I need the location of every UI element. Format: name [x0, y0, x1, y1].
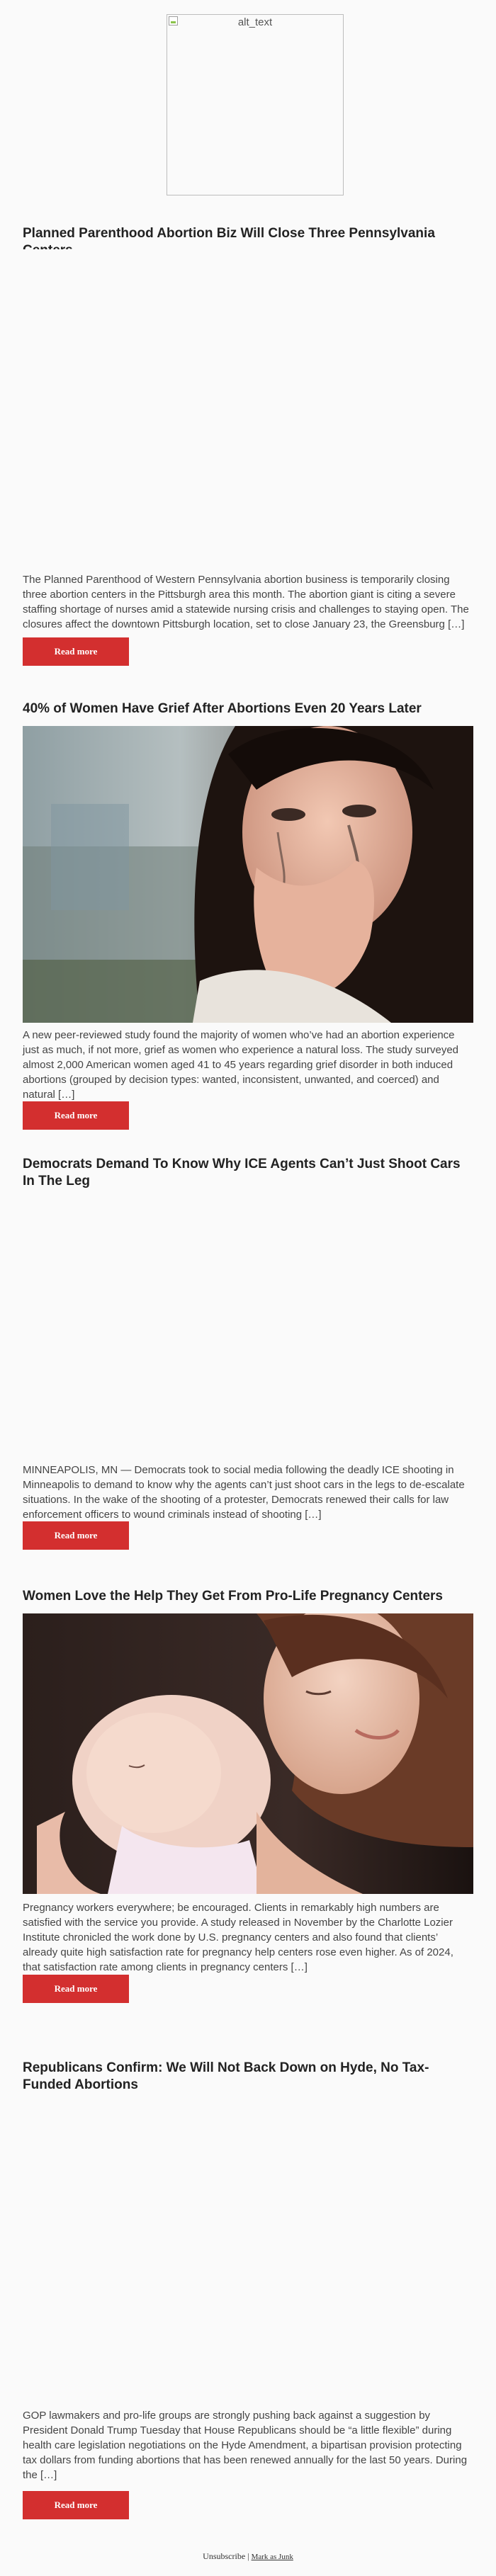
email-footer — [0, 2551, 496, 2562]
grieving-woman-photo — [23, 726, 473, 1023]
article-image — [23, 2101, 473, 2334]
header-logo — [167, 14, 344, 195]
article-excerpt: Pregnancy workers everywhere; be encouraged. Clients in remarkably high numbers are satisfied with the service you provide. A study released in November by the Charlotte Lozier Institute chronicled the work done by U.S. pregnancy centers and also found that clients’ already quite high satisfaction rate for pregnancy help centers rose even higher. As of 2024, that satisfaction rate among clients in pregnancy centers […] — [23, 1902, 453, 1973]
read-more-button[interactable]: Read more — [23, 2491, 129, 2519]
article-3 — [23, 1156, 473, 1541]
article-headline[interactable]: Democrats Demand To Know Why ICE Agents Can’t Just Shoot Cars In The Leg — [23, 1157, 461, 1188]
read-more-button[interactable]: Read more — [23, 1101, 129, 1130]
article-headline[interactable]: Women Love the Help They Get From Pro-Life Pregnancy Centers — [23, 1589, 443, 1604]
article-1 — [23, 225, 473, 657]
article-excerpt: A new peer-reviewed study found the majority of women who’ve had an abortion experience just as much, if not more, grief as women who experience a natural loss. The study surveyed almost 2,000 American women aged 41 to 45 years regarding grief disorder in both induced abortions (grouped by decision types: wanted, inconsistent, unwanted, and coerced) and natural […] — [23, 1029, 459, 1101]
article-5 — [23, 2060, 473, 2510]
read-more-button[interactable]: Read more — [23, 1975, 129, 2003]
read-more-button[interactable]: Read more — [23, 1521, 129, 1550]
mother-and-baby-photo — [23, 1613, 473, 1894]
logo-alt-text: alt_text — [237, 16, 273, 28]
mark-as-junk-link[interactable]: Mark as Junk — [251, 2553, 293, 2561]
footer-separator: | — [247, 2551, 249, 2561]
article-image[interactable] — [23, 726, 473, 1023]
read-more-button[interactable]: Read more — [23, 637, 129, 666]
article-image[interactable] — [23, 1613, 473, 1894]
article-image — [23, 1197, 473, 1459]
article-headline[interactable]: Republicans Confirm: We Will Not Back Down on Hyde, No Tax-Funded Abortions — [23, 2060, 429, 2092]
article-image — [23, 249, 473, 547]
article-excerpt: The Planned Parenthood of Western Pennsylvania abortion business is temporarily closing three abortion centers in the Pittsburgh area this month. The abortion giant is citing a severe staffing shortage of nurses amid a statewide nursing crisis and challenges to staying open. The closures affect the downtown Pittsburgh location, set to close January 23, the Greensburg […] — [23, 574, 469, 630]
article-2 — [23, 700, 473, 1120]
unsubscribe-link[interactable]: Unsubscribe — [203, 2551, 246, 2561]
article-headline[interactable]: Planned Parenthood Abortion Biz Will Close Three Pennsylvania — [23, 226, 435, 241]
article-headline[interactable]: 40% of Women Have Grief After Abortions Even 20 Years Later — [23, 701, 422, 716]
article-excerpt: GOP lawmakers and pro-life groups are strongly pushing back against a suggestion by President Donald Trump Tuesday that House Republicans should be “a little flexible” during health care legislation negotiations on the Hyde Amendment, a bipartisan provision protecting tax dollars from funding abortions that has been renewed annually for the last 50 years. During the […] — [23, 2410, 468, 2481]
article-4 — [23, 1588, 473, 1994]
article-excerpt: MINNEAPOLIS, MN — Democrats took to social media following the deadly ICE shooting in Minneapolis to demand to know why the agents can’t just shoot cars in the legs to de-escalate situations. In the wake of the shooting of a protester, Democrats renewed their calls for law enforcement officers to wound criminals instead of shooting […] — [23, 1464, 465, 1521]
